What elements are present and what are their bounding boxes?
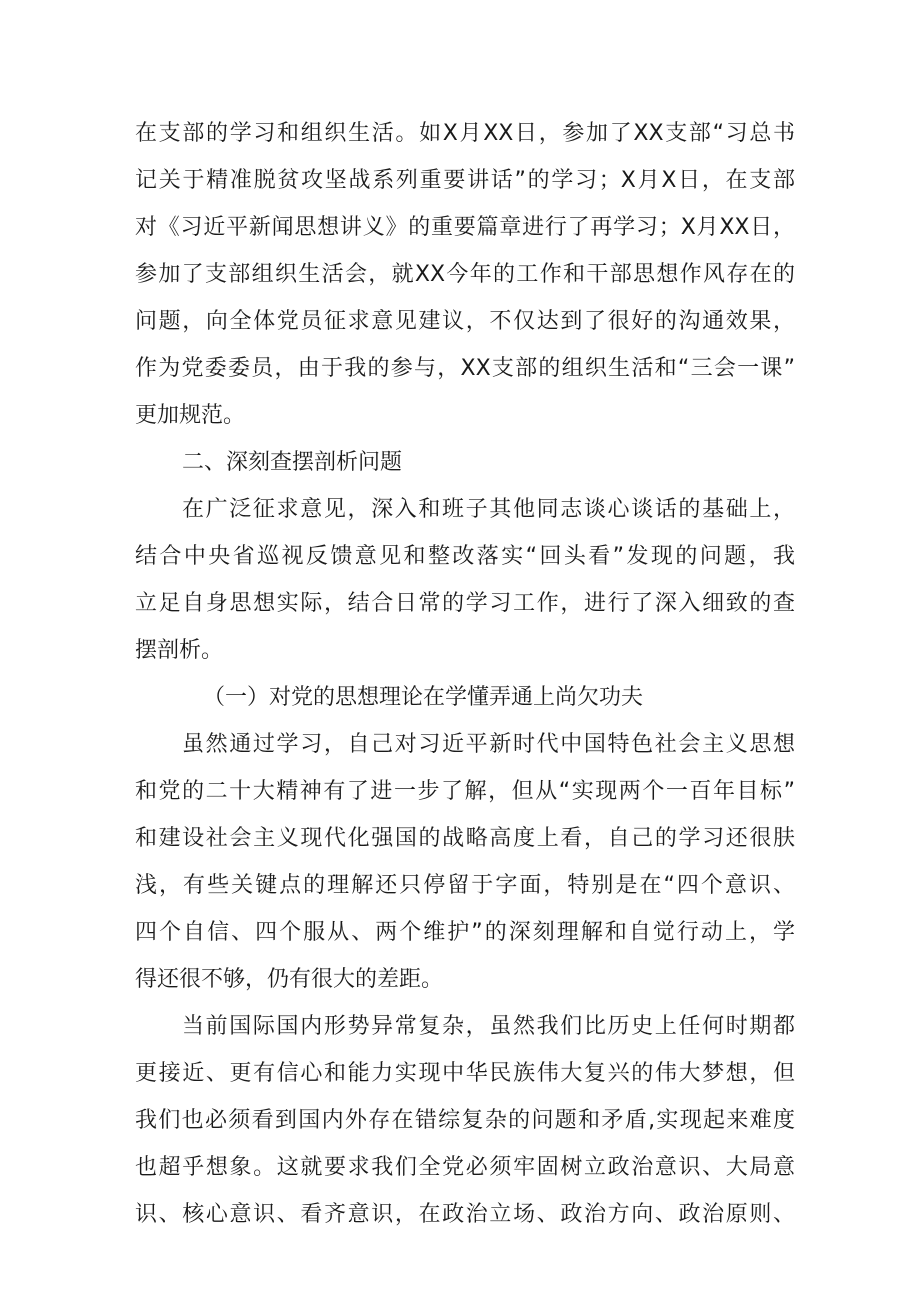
paragraph	[135, 486, 795, 674]
heading-text: 二、深刻查摆剖析问题	[182, 450, 403, 475]
text-line: 我们也必须看到国内外存在错综复杂的问题和矛盾,实现起来难度	[135, 1108, 795, 1133]
text-line: 记关于精准脱贫攻坚战系列重要讲话”的学习；X月X日，在支部	[135, 168, 795, 193]
text-line: 问题，向全体党员征求意见建议，不仅达到了很好的沟通效果，	[135, 309, 795, 334]
text-line: 四个自信、四个服从、两个维护”的深刻理解和自觉行动上，学	[135, 920, 795, 945]
text-line: 对《习近平新闻思想讲义》的重要篇章进行了再学习；X月XX日，	[135, 215, 795, 240]
text-line: 和建设社会主义现代化强国的战略高度上看，自己的学习还很肤	[135, 826, 795, 851]
text-line: 当前国际国内形势异常复杂，虽然我们比历史上任何时期都	[182, 1014, 795, 1039]
text-line: 参加了支部组织生活会，就XX今年的工作和干部思想作风存在的	[135, 262, 795, 287]
text-line: 作为党委委员，由于我的参与，XX支部的组织生活和“三会一课”	[135, 356, 795, 381]
section-heading	[135, 439, 795, 486]
text-line: 摆剖析。	[135, 638, 224, 663]
text-line: 结合中央省巡视反馈意见和整改落实“回头看”发现的问题，我	[135, 544, 795, 569]
paragraph-continuation	[135, 110, 795, 439]
subheading-text: （一）对党的思想理论在学懂弄通上尚欠功夫	[203, 685, 644, 710]
text-line: 得还很不够，仍有很大的差距。	[135, 967, 444, 992]
subsection-heading	[135, 674, 795, 721]
text-line: 立足自身思想实际，结合日常的学习工作，进行了深入细致的查	[135, 591, 795, 616]
text-line: 浅，有些关键点的理解还只停留于字面，特别是在“四个意识、	[135, 873, 795, 898]
text-line: 和党的二十大精神有了进一步了解，但从“实现两个一百年目标”	[135, 779, 795, 804]
text-line: 在广泛征求意见，深入和班子其他同志谈心谈话的基础上，	[182, 497, 795, 522]
paragraph	[135, 1003, 795, 1238]
document-body	[135, 110, 795, 1238]
text-line: 在支部的学习和组织生活。如X月XX日，参加了XX支部“习总书	[135, 121, 795, 146]
text-line: 更接近、更有信心和能力实现中华民族伟大复兴的伟大梦想，但	[135, 1061, 795, 1086]
text-line: 更加规范。	[135, 403, 246, 428]
text-line: 虽然通过学习，自己对习近平新时代中国特色社会主义思想	[182, 732, 795, 757]
text-line: 也超乎想象。这就要求我们全党必须牢固树立政治意识、大局意	[135, 1155, 795, 1180]
paragraph	[135, 721, 795, 1003]
text-line: 识、核心意识、看齐意识，在政治立场、政治方向、政治原则、	[135, 1202, 795, 1227]
